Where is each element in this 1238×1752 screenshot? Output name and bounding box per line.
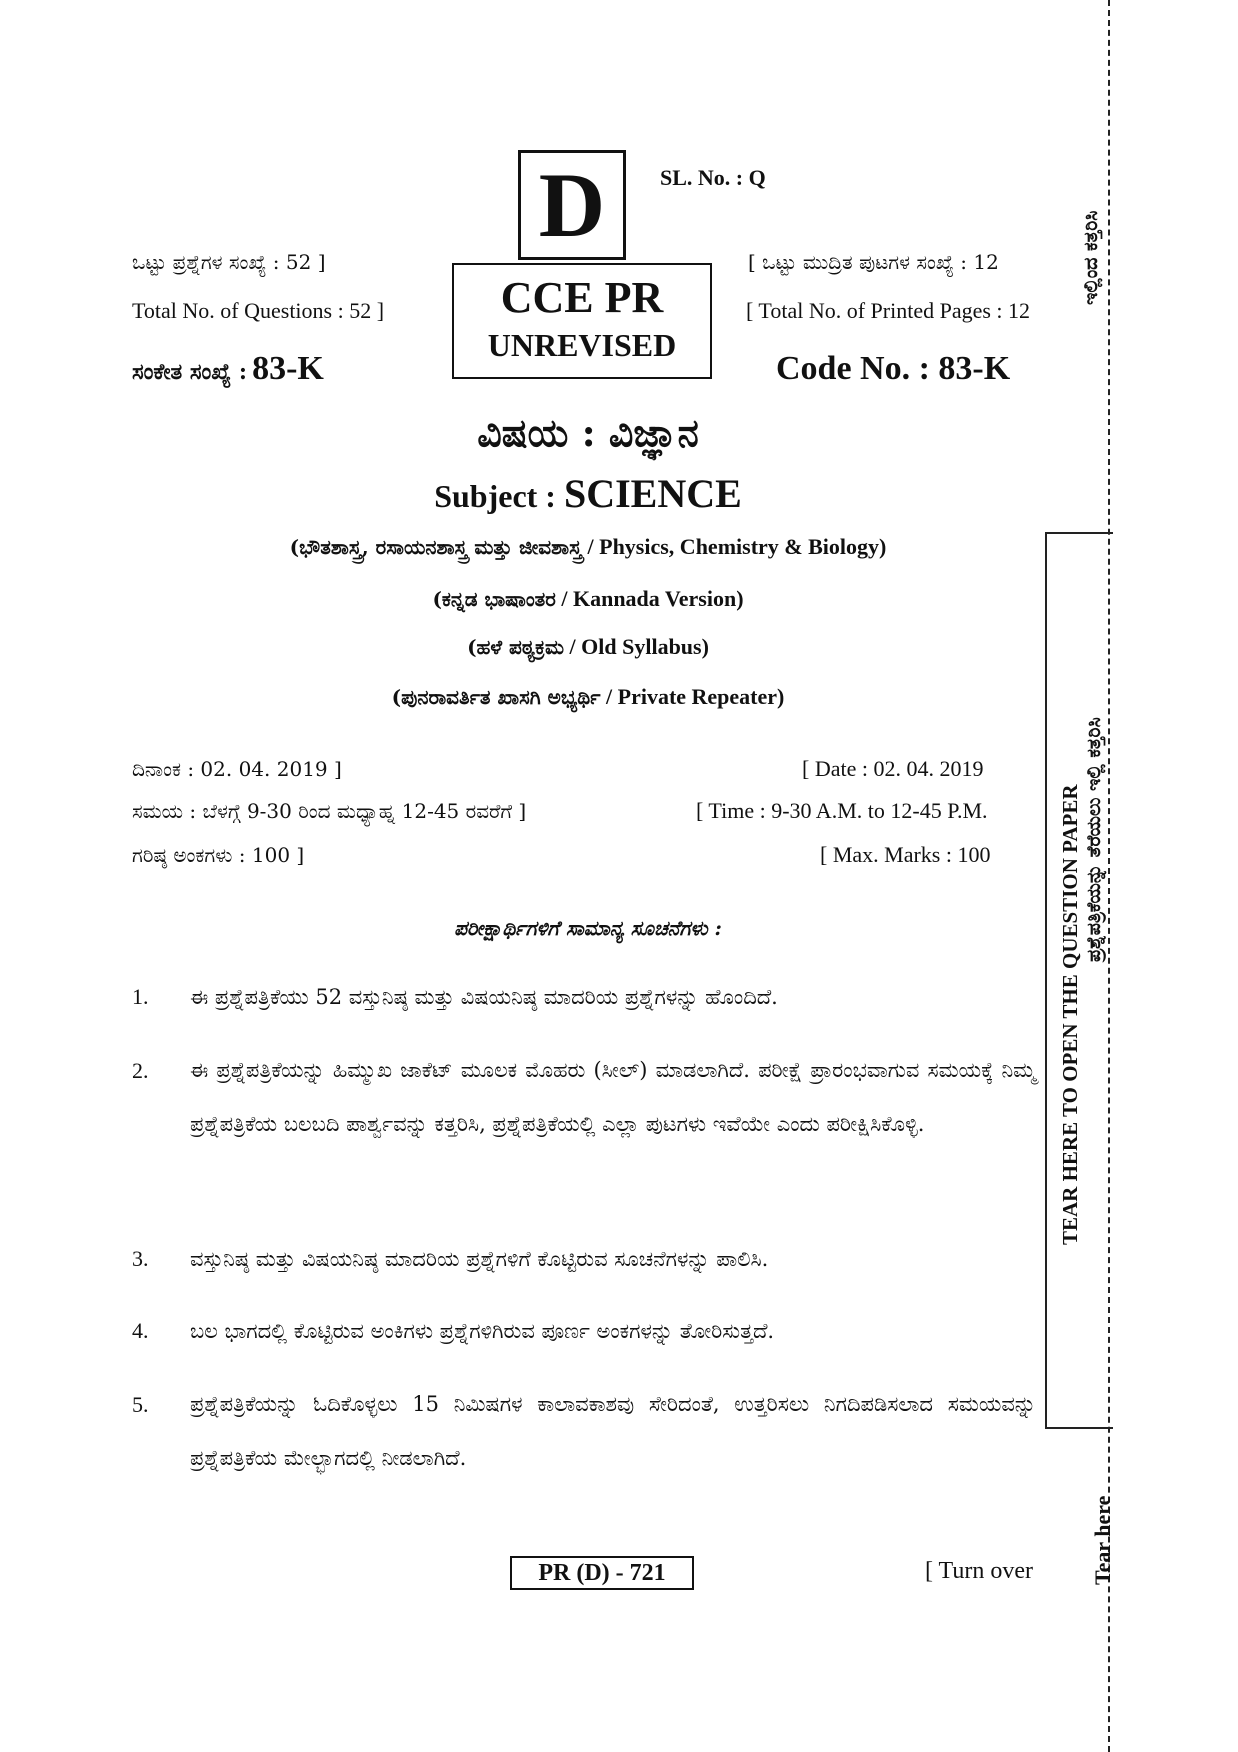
cce-pr-box (452, 263, 712, 379)
set-letter-box (518, 150, 626, 260)
subject-line-2 (0, 586, 1176, 612)
subject-line-1-kn: (ಭೌತಶಾಸ್ತ್ರ, ರಸಾಯನಶಾಸ್ತ್ರ ಮತ್ತು ಜೀವಶಾಸ್ತ್ರ (289, 535, 583, 559)
instruction-5-number: 5. (132, 1392, 149, 1417)
subject-line-4 (0, 684, 1176, 710)
total-pages-en: [ Total No. of Printed Pages : 12 (746, 298, 1031, 323)
total-questions-kn: ಒಟ್ಟು ಪ್ರಶ್ನೆಗಳ ಸಂಖ್ಯೆ : 52 ] (132, 250, 326, 274)
instruction-3: ವಸ್ತುನಿಷ್ಠ ಮತ್ತು ವಿಷಯನಿಷ್ಠ ಮಾದರಿಯ ಪ್ರಶ್ನೆಗಳಿಗೆ ಕೊಟ್ಟಿರುವ ಸೂಚನೆಗಳನ್ನು ಪಾಲಿಸಿ. (190, 1247, 769, 1271)
tear-top-kn: ಇಲ್ಲಿಂದ ಕತ್ತರಿಸಿ (1080, 210, 1102, 305)
instruction-1-number: 1. (132, 984, 149, 1009)
subject-line-2-kn: (ಕನ್ನಡ ಭಾಷಾಂತರ (432, 587, 556, 611)
code-number-kn (132, 350, 324, 388)
paper-code: PR (D) - 721 (510, 1556, 694, 1590)
subject-line-2-en: / Kannada Version) (555, 586, 744, 611)
max-marks-kn-text: ಗರಿಷ್ಠ ಅಂಕಗಳು : 100 ] (132, 843, 305, 867)
instruction-2: ಈ ಪ್ರಶ್ನೆಪತ್ರಿಕೆಯನ್ನು ಹಿಮ್ಮುಖ ಜಾಕೆಟ್ ಮೂಲಕ ಮೊಹರು (ಸೀಲ್) ಮಾಡಲಾಗಿದೆ. ಪರೀಕ್ಷೆ ಪ್ರಾರಂಭವಾಗುವ ಸಮಯಕ್ಕೆ ನಿಮ್ಮ ಪ್ರಶ್ನೆಪತ್ರಿಕೆಯ ಬಲಬದಿ ಪಾರ್ಶ್ವವನ್ನು ಕತ್ತರಿಸಿ, ಪ್ರಶ್ನೆಪತ್ರಿಕೆಯಲ್ಲಿ ಎಲ್ಲಾ ಪುಟಗಳು ಇವೆಯೇ ಎಂದು ಪರೀಕ್ಷಿಸಿಕೊಳ್ಳಿ. (190, 1058, 1036, 1136)
total-questions-en: Total No. of Questions : 52 ] (132, 298, 385, 323)
time-kn (132, 798, 526, 824)
date-en: [ Date : 02. 04. 2019 (802, 756, 984, 781)
instruction-4: ಬಲ ಭಾಗದಲ್ಲಿ ಕೊಟ್ಟಿರುವ ಅಂಕಿಗಳು ಪ್ರಶ್ನೆಗಳಿಗಿರುವ ಪೂರ್ಣ ಅಂಕಗಳನ್ನು ತೋರಿಸುತ್ತದೆ. (190, 1319, 775, 1343)
instruction-4-number: 4. (132, 1318, 149, 1343)
instruction-5: ಪ್ರಶ್ನೆಪತ್ರಿಕೆಯನ್ನು ಓದಿಕೊಳ್ಳಲು 15 ನಿಮಿಷಗಳ ಕಾಲಾವಕಾಶವು ಸೇರಿದಂತೆ, ಉತ್ತರಿಸಲು ನಿಗದಿಪಡಿಸಲಾದ ಸಮಯವನ್ನು ಪ್ರಶ್ನೆಪತ್ರಿಕೆಯ ಮೇಲ್ಭಾಗದಲ್ಲಿ ನೀಡಲಾಗಿದೆ. (190, 1392, 1036, 1470)
instruction-1: ಈ ಪ್ರಶ್ನೆಪತ್ರಿಕೆಯು 52 ವಸ್ತುನಿಷ್ಠ ಮತ್ತು ವಿಷಯನಿಷ್ಠ ಮಾದರಿಯ ಪ್ರಶ್ನೆಗಳನ್ನು ಹೊಂದಿದೆ. (190, 985, 778, 1009)
total-pages-kn: [ ಒಟ್ಟು ಮುದ್ರಿತ ಪುಟಗಳ ಸಂಖ್ಯೆ : 12 (748, 250, 999, 274)
max-marks-en: [ Max. Marks : 100 (820, 842, 991, 867)
date-kn-text: ದಿನಾಂಕ : 02. 04. 2019 ] (132, 757, 342, 781)
time-en: [ Time : 9-30 A.M. to 12-45 P.M. (696, 798, 988, 823)
subject-label: Subject : (434, 478, 556, 514)
tear-instruction-en: TEAR HERE TO OPEN THE QUESTION PAPER (1058, 784, 1082, 1245)
serial-number: SL. No. : Q (660, 165, 766, 190)
subject-line-3-en: / Old Syllabus) (564, 634, 709, 659)
date-kn (132, 756, 342, 782)
time-kn-text: ಸಮಯ : ಬೆಳಗ್ಗೆ 9-30 ರಿಂದ ಮಧ್ಯಾಹ್ನ 12-45 ರವರೆಗೆ ] (132, 799, 527, 823)
subject-line-4-en: / Private Repeater) (600, 684, 785, 709)
subject-value: SCIENCE (563, 471, 742, 516)
tear-here-label: Tear here (1090, 1495, 1115, 1585)
instructions-heading: ಪರೀಕ್ಷಾರ್ಥಿಗಳಿಗೆ ಸಾಮಾನ್ಯ ಸೂಚನೆಗಳು : (454, 916, 722, 940)
cce-title: CCE PR (500, 273, 664, 322)
turn-over-note: [ Turn over (925, 1558, 1034, 1584)
instruction-2-number: 2. (132, 1058, 149, 1083)
subject-line-4-kn: (ಪುನರಾವರ್ತಿತ ಖಾಸಗಿ ಅಭ್ಯರ್ಥಿ (391, 685, 601, 709)
subject-line-3-kn: (ಹಳೆ ಪಠ್ಯಕ್ರಮ (467, 635, 565, 659)
instruction-3-number: 3. (132, 1246, 149, 1271)
max-marks-kn (132, 842, 304, 868)
tear-instruction-kn: ಪ್ರಶ್ನೆಪತ್ರಿಕೆಯನ್ನು ತೆರೆಯಲು ಇಲ್ಲಿ ಕತ್ತರಿಸಿ (1083, 717, 1105, 962)
set-letter: D (538, 154, 606, 256)
subject-kn: ವಿಷಯ : ವಿಜ್ಞಾನ (477, 410, 699, 455)
subject-line-1 (0, 534, 1176, 560)
cce-subtitle: UNREVISED (487, 327, 677, 363)
code-number-en: Code No. : 83-K (776, 350, 1011, 387)
subject-line-3 (0, 634, 1176, 660)
subject-line-1-en: / Physics, Chemistry & Biology) (582, 534, 887, 559)
subject-en (0, 470, 1176, 517)
code-kn-label: ಸಂಕೇತ ಸಂಖ್ಯೆ : (132, 359, 248, 385)
code-kn-value: 83-K (252, 350, 324, 387)
